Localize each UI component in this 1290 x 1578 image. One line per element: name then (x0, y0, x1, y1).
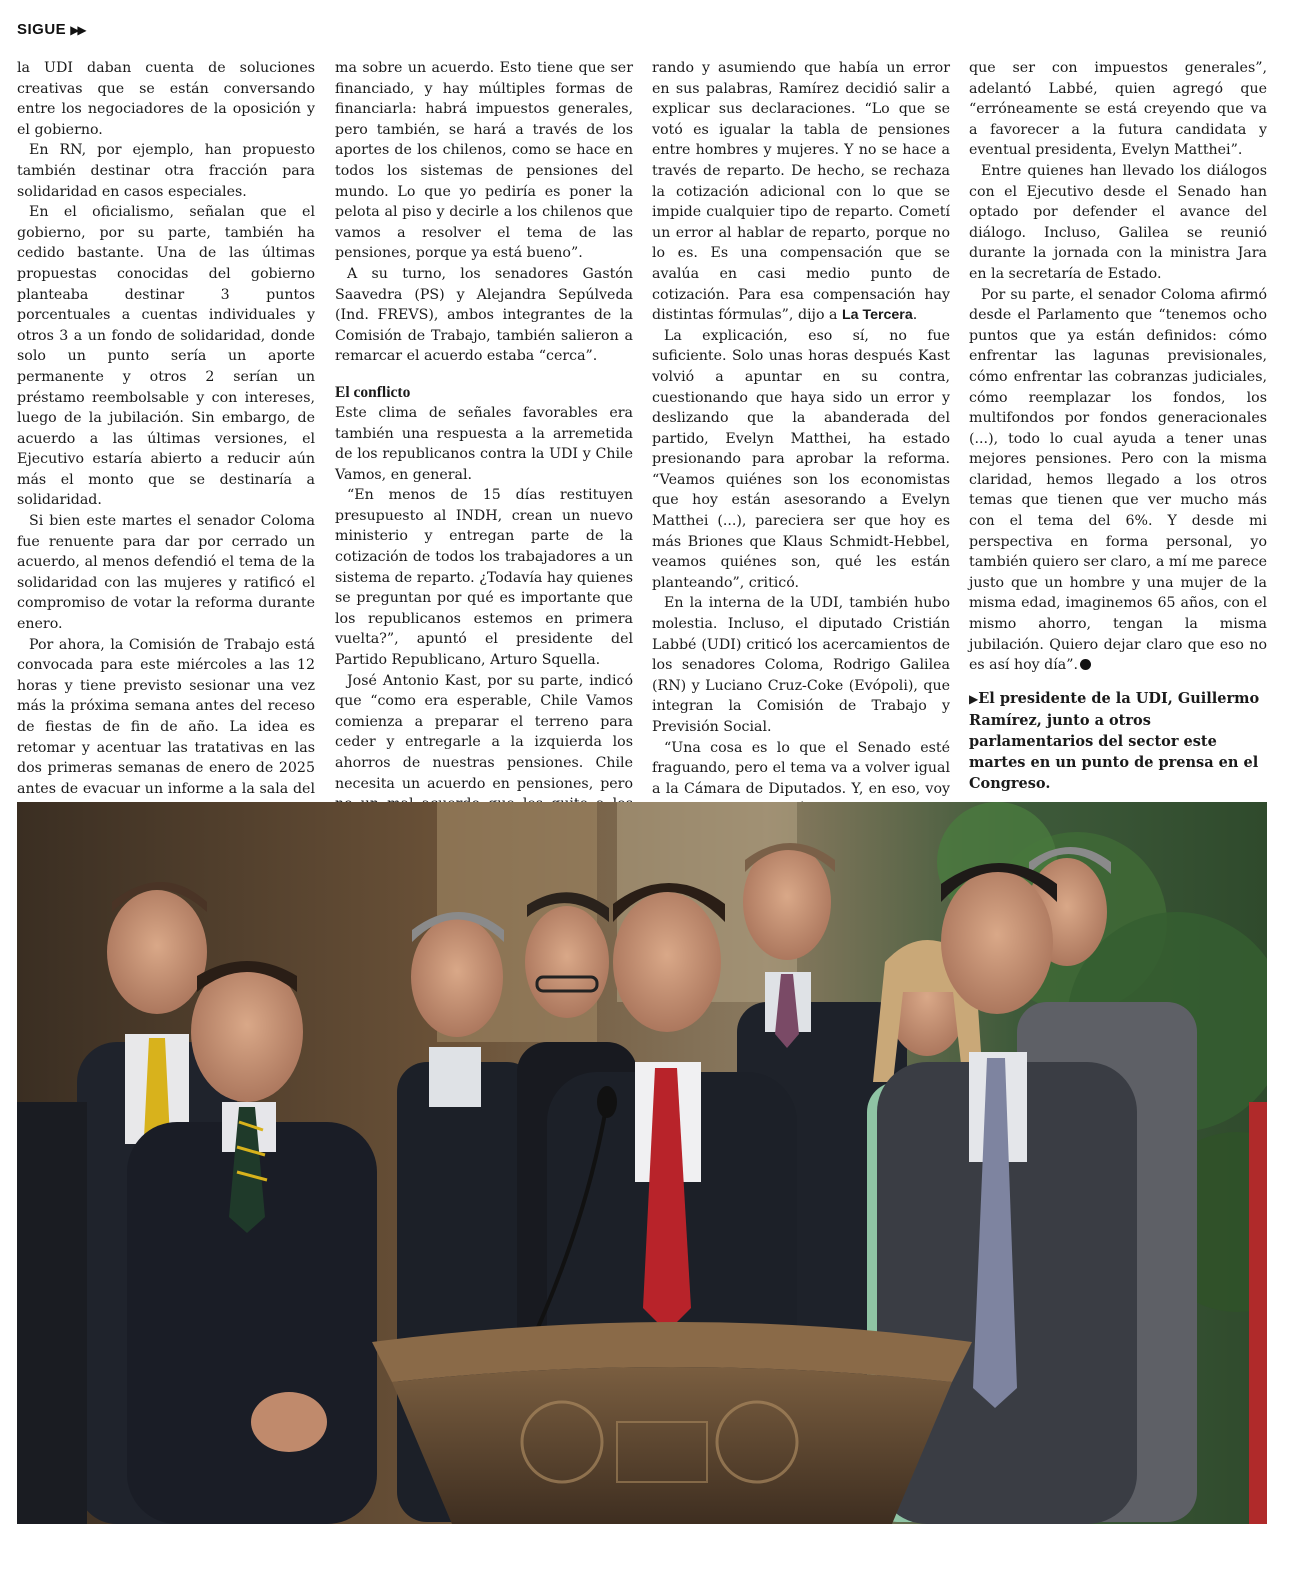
paragraph (969, 285, 1267, 676)
period: . (912, 307, 918, 324)
article-column-4 (969, 58, 1267, 676)
podium (372, 1322, 972, 1524)
paragraph: Este clima de señales favorables era también una respuesta a la arremetida de los republicanos contra la UDI y Chile Vamos, en general. (335, 404, 633, 483)
paragraph: ma sobre un acuerdo. Esto tiene que ser financiado, y hay múltiples formas de financiarla: habrá impuestos generales, pero también, se hará a través de los aportes de los chilenos, como se hace en todos los sistemas de pensiones del mundo. Lo que yo pediría es poner la pelota al piso y decirle a los chilenos que vamos a resolver el tema de las pensiones, porque ya está bueno”. (335, 60, 633, 262)
paragraph: Si bien este martes el senador Coloma fue renuente para dar por cerrado un acuerdo, al menos defendió el tema de la solidaridad con las mujeres y ratificó el compromiso de votar la reforma durante enero. (17, 513, 315, 633)
article-column-1 (17, 58, 315, 923)
paragraph: La explicación, eso sí, no fue suficiente. Solo unas horas después Kast volvió a apuntar en su contra, cuestionando que haya sido un error y deslizando que la abanderada del partido, Evelyn Matthei, ha estado presionando para aprobar la reforma. “Veamos quiénes son los economistas que hoy están asesorando a Evelyn Matthei (...), pareciera ser que hoy es más Briones que Klaus Schmidt-Hebbel, veamos quiénes son, qué les están planteando”, criticó. (652, 327, 950, 591)
paragraph: En el oficialismo, señalan que el gobierno, por su parte, también ha cedido bastante. Una de las últimas propuestas conocidas del gobierno planteaba destinar 3 puntos porcentuales a cuentas individuales y otros 3 a un fondo de solidaridad, donde solo un punto sería un aporte permanente y otros 2 serían un préstamo reembolsable y con intereses, luego de la jubilación. Sin embargo, de acuerdo a las últimas versiones, el Ejecutivo estaría abierto a reducir aún más el monto que se destinaría a solidaridad. (17, 204, 315, 509)
paragraph: “Una cosa es lo que el Senado esté fraguando, pero el tema va a volver igual a la Cámara de Diputados. Y, en eso, voy (652, 739, 950, 797)
paragraph: En la interna de la UDI, también hubo molestia. Incluso, el diputado Cristián Labbé (UDI) criticó los acercamientos de los senadores Coloma, Rodrigo Galilea (RN) y Luciano Cruz-Coke (Evópoli), que integran la Comisión de Trabajo y Previsión Social. (652, 595, 950, 735)
end-of-article-icon (1080, 659, 1091, 670)
continue-kicker (17, 21, 85, 38)
paragraph: Entre quienes han llevado los diálogos con el Ejecutivo desde el Senado han optado por defender el avance del diálogo. Incluso, Galilea se reunió durante la jornada con la ministra Jara en la secretaría de Estado. (969, 162, 1267, 282)
caption-text: El presidente de la UDI, Guillermo Ramírez, junto a otros parlamentarios del sector este martes en un punto de prensa en el Congreso. (969, 690, 1260, 792)
photo-caption (969, 688, 1267, 794)
paragraph: “En menos de 15 días restituyen presupuesto al INDH, crean un nuevo ministerio y entregan parte de la cotización de todos los trabajadores a un sistema de reparto. ¿Todavía hay quienes se preguntan por qué es importante que los republicanos estemos en primera vuelta?”, apuntó el presidente del Partido Republicano, Arturo Squella. (335, 487, 633, 669)
paragraph: José Antonio Kast, por su parte, indicó que “como era esperable, Chile Vamos comienza a preparar el terreno para ceder y entregarle a la izquierda los ahorros de nuestras pensiones. Chile necesita un acuerdo en pensiones, pero (335, 672, 633, 792)
paragraph (652, 58, 950, 326)
article-column-2 (335, 58, 633, 877)
publication-name: La Tercera (842, 307, 913, 324)
section-heading: El conflicto (335, 383, 411, 401)
photo-illustration (17, 802, 1267, 1524)
kicker-label: SIGUE (17, 21, 67, 38)
caption-marker-icon: ▶ (969, 692, 979, 706)
paragraph: que ser con impuestos generales”, adelantó Labbé, quien agregó que “erróneamente se está creyendo que va a favorecer a la futura candidata y eventual presidenta, Evelyn Matthei”. (969, 60, 1267, 159)
paragraph: Por ahora, la Comisión de Trabajo está convocada para este miércoles a las 12 horas y tiene previsto sesionar una vez más la próxima semana antes del receso de fiestas de fin de año. La idea es retomar y acentuar las tratativas en las dos primeras semanas de enero de 2025 antes de evacuar un informe a la sala del (17, 636, 315, 797)
paragraph: la UDI daban cuenta de soluciones creativas que se están conversando entre los negociadores de la oposición y el gobierno. (17, 60, 315, 138)
continue-arrows-icon: ▶▶ (70, 22, 85, 37)
press-conference-photo (17, 802, 1267, 1524)
paragraph-text: rando y asumiendo que había un error en sus palabras, Ramírez decidió salir a explicar sus declaraciones. “Lo que se votó es igualar la tabla de pensiones entre hombres y mujeres. Y no se hace a través de reparto. De hecho, se rechaza la cotización adicional con lo que se impide cualquier tipo de reparto. Cometí un error al hablar de reparto, porque no lo es. Es una compensación que se avalúa en casi medio punto de cotización. Para esa compensación hay distintas fórmulas”, dijo a (652, 60, 950, 324)
article-column-3 (652, 58, 950, 882)
paragraph: A su turno, los senadores Gastón Saavedra (PS) y Alejandra Sepúlveda (Ind. FREVS), ambos integrantes de la Comisión de Trabajo, también salieron a remarcar el acuerdo estaba “cerca”. (335, 265, 633, 365)
paragraph: En RN, por ejemplo, han propuesto también destinar otra fracción para solidaridad en casos especiales. (17, 142, 315, 200)
paragraph-text: Por su parte, el senador Coloma afirmó desde el Parlamento que “tenemos ocho puntos que ya están definidos: cómo enfrentar las lagunas previsionales, cómo enfrentar las cobranzas judiciales, cómo reemplazar los fondos, los multifondos por fondos generacionales (...), todo lo cual ayuda a tener unas mejores pensiones. Pero con la misma claridad, hemos llegado a los otros temas que tienen que ver mucho más con el tema del 6%. Y desde mi perspectiva en forma personal, yo también quiero ser claro, a mí me parece justo que un hombre y una mujer de la misma edad, imaginemos 65 años, con el mismo ahorro, tengan la misma jubilación. Quiero dejar claro que eso no es así hoy día”. (969, 286, 1267, 674)
